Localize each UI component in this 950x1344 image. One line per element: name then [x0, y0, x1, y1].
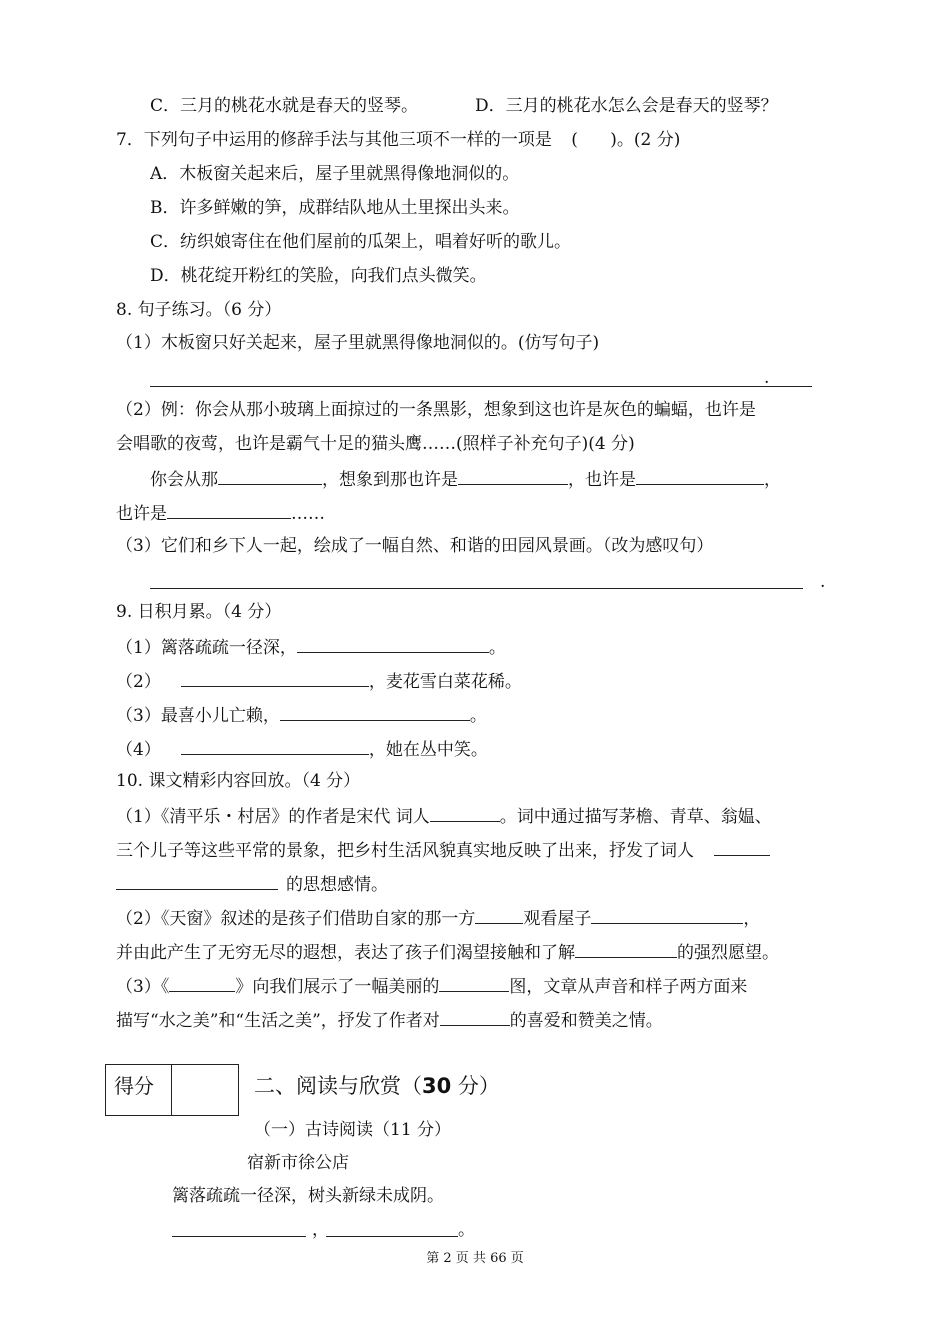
- q8-part3-answer-line[interactable]: [150, 588, 803, 589]
- q10-p1-text-c: 三个儿子等这些平常的景象，把乡村生活风貌真实地反映了出来，抒发了词人: [116, 841, 694, 861]
- q10-p1-line3: [116, 871, 388, 897]
- q8-fill-text-f: ……: [291, 504, 325, 524]
- q7-stem-text: 7．下列句子中运用的修辞手法与其他三项不一样的一项是: [116, 130, 552, 150]
- q8-blank-3[interactable]: [636, 466, 764, 485]
- q8-blank-2[interactable]: [458, 466, 568, 485]
- q10-p1-line2: [116, 837, 770, 863]
- q10-p2-text-a: （2）《天窗》叙述的是孩子们借助自家的那一方: [116, 909, 476, 929]
- q10-p2-text-c: ，: [743, 909, 761, 929]
- q10-p2-text-d: 并由此产生了无穷无尽的遐想，表达了孩子们渴望接触和了解: [116, 943, 575, 963]
- score-entry[interactable]: [173, 1066, 237, 1114]
- q10-title: 10. 课文精彩内容回放。（4 分）: [116, 771, 361, 791]
- q10-blank-6[interactable]: [169, 973, 235, 992]
- q8-title: 8. 句子练习。（6 分）: [116, 300, 282, 320]
- q10-p2-line2: [116, 939, 779, 965]
- q8-part3-period: .: [820, 572, 826, 592]
- q10-p1-text-b: 。词中通过描写茅檐、青草、翁媪、: [499, 807, 772, 827]
- q6-option-c: C．三月的桃花水就是春天的竖琴。: [150, 96, 419, 116]
- footer-text-c: 页: [510, 1251, 524, 1266]
- q8-part2-fill-line1: [150, 466, 781, 492]
- q9-line2-num: （2）: [116, 672, 161, 692]
- q9-blank-1[interactable]: [297, 634, 489, 653]
- poem-comma: ，: [312, 1220, 329, 1240]
- section2-title-score: 30: [422, 1074, 452, 1098]
- q8-part1-answer-line[interactable]: [150, 386, 812, 387]
- q8-part1: （1）木板窗只好关起来，屋子里就黑得像地洞似的。(仿写句子): [116, 333, 600, 353]
- q7-option-d: D．桃花绽开粉红的笑脸，向我们点头微笑。: [150, 266, 487, 286]
- page-footer: [0, 1250, 950, 1268]
- q9-line3-text: （3）最喜小儿亡赖，: [116, 706, 280, 726]
- q10-blank-1[interactable]: [430, 803, 500, 822]
- q10-blank-3[interactable]: [475, 905, 523, 924]
- q7-option-b: B．许多鲜嫩的笋，成群结队地从土里探出头来。: [150, 198, 520, 218]
- q9-title: 9. 日积月累。（4 分）: [116, 602, 282, 622]
- q10-p3-text-e: 的喜爱和赞美之情。: [509, 1011, 663, 1031]
- score-label: 得分: [114, 1074, 154, 1098]
- q9-line3-end: 。: [469, 706, 487, 726]
- q10-p3-text-c: 图，文章从声音和样子两方面来: [509, 977, 748, 997]
- q9-blank-3[interactable]: [280, 702, 470, 721]
- q8-part2-line2: 会唱歌的夜莺，也许是霸气十足的猫头鹰……(照样子补充句子)(4 分): [116, 434, 635, 454]
- q9-line2-text: ，麦花雪白菜花稀。: [368, 672, 522, 692]
- q8-blank-1[interactable]: [218, 466, 322, 485]
- poem-section-subtitle: （一）古诗阅读（11 分）: [254, 1120, 452, 1140]
- q9-line3: [116, 702, 487, 728]
- poem-blank-1[interactable]: [172, 1236, 306, 1237]
- q10-p3-text-d: 描写“水之美”和“生活之美”，抒发了作者对: [116, 1011, 440, 1031]
- q8-fill-text-e: 也许是: [116, 504, 167, 524]
- q10-p1-line1: [116, 803, 772, 829]
- q9-line1: [116, 634, 506, 660]
- q10-p2-line1: [116, 905, 760, 931]
- q8-fill-text-a: 你会从那: [150, 470, 218, 490]
- q9-line4-num: （4）: [116, 740, 161, 760]
- q8-blank-4[interactable]: [167, 500, 291, 519]
- q8-part2-line1: （2）例：你会从那小玻璃上面掠过的一条黑影，想象到这也许是灰色的蝙蝠，也许是: [116, 400, 756, 420]
- footer-total-pages: 66: [490, 1251, 507, 1266]
- q10-blank-7[interactable]: [439, 973, 509, 992]
- q10-p1-text-a: （1）《清平乐・村居》的作者是宋代 词人: [116, 807, 430, 827]
- q9-line2: [116, 668, 522, 694]
- q8-part2-fill-line2: [116, 500, 325, 526]
- q9-blank-4[interactable]: [181, 736, 369, 755]
- footer-text-a: 第: [426, 1251, 440, 1266]
- poem-title: 宿新市徐公店: [247, 1153, 349, 1173]
- q10-blank-2a[interactable]: [714, 837, 770, 856]
- score-box-divider: [171, 1064, 172, 1116]
- section2-title: [254, 1072, 500, 1100]
- q7-stem: [116, 128, 680, 152]
- poem-period: 。: [458, 1220, 475, 1240]
- q7-answer-paren[interactable]: ( ): [571, 130, 617, 150]
- q7-option-a: A．木板窗关起来后，屋子里就黑得像地洞似的。: [150, 164, 520, 184]
- q8-fill-text-c: ，也许是: [568, 470, 636, 490]
- q10-p3-line2: [116, 1007, 663, 1033]
- q10-p3-text-a: （3）《: [116, 977, 170, 997]
- q8-part1-period: .: [764, 368, 770, 388]
- q6-option-d: D．三月的桃花水怎么会是春天的竖琴？: [475, 96, 778, 116]
- q9-blank-2[interactable]: [181, 668, 369, 687]
- q10-p2-text-b: 观看屋子: [523, 909, 592, 929]
- q10-blank-5[interactable]: [575, 939, 677, 958]
- section2-title-end: 分）: [451, 1074, 500, 1098]
- q9-line1-text: （1）篱落疏疏一径深，: [116, 638, 297, 658]
- q10-p3-line1: [116, 973, 747, 999]
- footer-text-b: 页 共: [455, 1251, 486, 1266]
- q10-blank-8[interactable]: [440, 1007, 510, 1026]
- q9-line4: [116, 736, 488, 762]
- q8-fill-text-d: ，: [764, 470, 781, 490]
- section2-title-text: 二、阅读与欣赏（: [254, 1074, 422, 1098]
- footer-page-number: 2: [443, 1251, 452, 1266]
- poem-line1: 篱落疏疏一径深，树头新绿未成阴。: [172, 1186, 444, 1206]
- q9-line4-text: ，她在丛中笑。: [368, 740, 488, 760]
- q10-p3-text-b: 》向我们展示了一幅美丽的: [235, 977, 440, 997]
- q9-line1-end: 。: [488, 638, 506, 658]
- q8-part3: （3）它们和乡下人一起，绘成了一幅自然、和谐的田园风景画。（改为感叹句）: [116, 536, 714, 556]
- q10-p2-text-e: 的强烈愿望。: [677, 943, 779, 963]
- q8-fill-text-b: ，想象到那也许是: [322, 470, 458, 490]
- q7-option-c: C．纺织娘寄住在他们屋前的瓜架上，唱着好听的歌儿。: [150, 232, 572, 252]
- q10-blank-2b[interactable]: [116, 871, 278, 890]
- poem-blank-2[interactable]: [326, 1236, 458, 1237]
- q7-score: 。(2 分): [616, 130, 681, 150]
- q10-blank-4[interactable]: [591, 905, 743, 924]
- q10-p1-text-d: 的思想感情。: [286, 875, 388, 895]
